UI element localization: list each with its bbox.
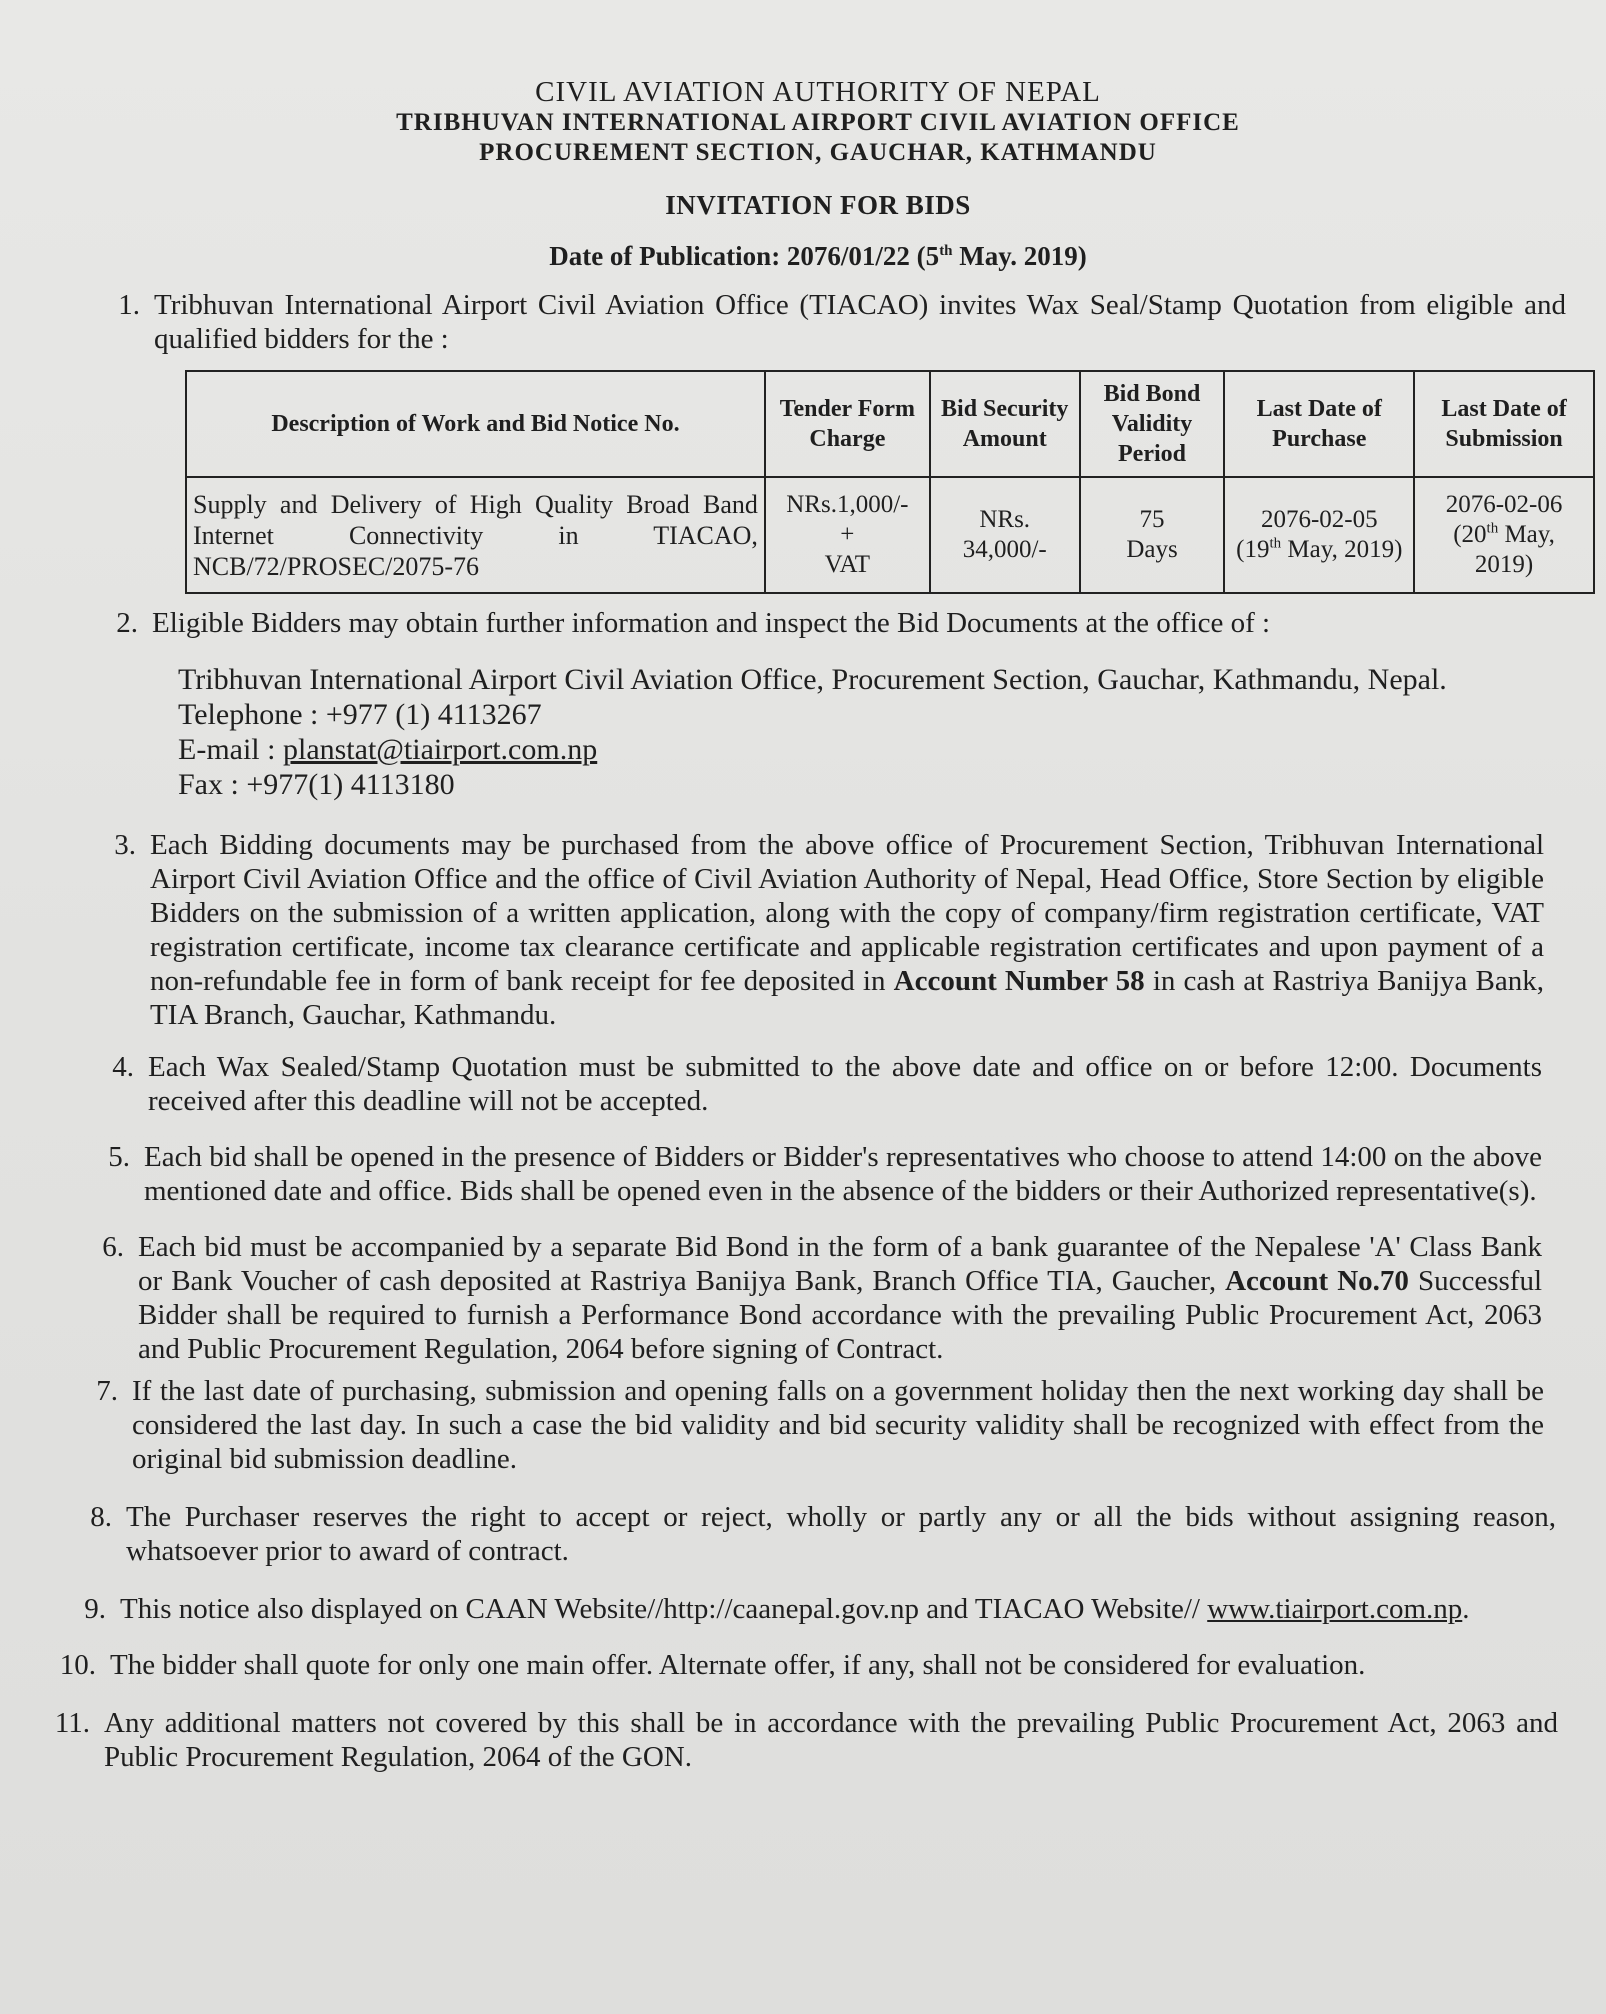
item-number: 9. [84,1593,106,1625]
list-item [70,606,1546,640]
item-text: The bidder shall quote for only one main offer. Alternate offer, if any, shall not be considered for evaluation. [110,1649,1366,1681]
section-name: PROCUREMENT SECTION, GAUCHAR, KATHMANDU [479,139,1157,166]
item-text: Each Wax Sealed/Stamp Quotation must be submitted to the above date and office on or before 12:00. Documents received after this deadline will not be accepted. [148,1051,1542,1117]
tender-charge-amount: NRs.1,000/- [786,491,909,518]
item-number: 10. [59,1649,96,1681]
submission-date: 2076-02-06 [1445,491,1563,518]
submission-day: (20 [1453,521,1487,548]
item-number: 6. [102,1231,124,1263]
purchase-day: (19 [1236,536,1270,563]
purchase-month-year: May, 2019) [1281,536,1403,563]
item-text-part: in cash at Rastriya Banijya Bank, TIA Branch, Gauchar, Kathmandu. [150,965,1544,1031]
item-text-part: Each bid must be accompanied by a separate Bid Bond in the form of a bank guarantee of the Nepalese 'A' Class Bank or Bank Voucher of cash deposited at Rastriya Banijya Bank, Branch Office TIA, Gaucher, [138,1231,1542,1297]
item-text: If the last date of purchasing, submission and opening falls on a government holiday then the next working day shall be considered the last day. In such a case the bid validity and bid security validity shall be recognized with effect from the original bid submission deadline. [132,1375,1544,1475]
publication-date [70,241,1566,272]
bid-bond-validity [1080,477,1225,593]
item-number: 11. [54,1707,90,1739]
pub-date-prefix: Date of Publication: 2076/01/22 (5 [549,241,940,271]
contact-block [178,662,1566,802]
item-text-part: . [1462,1593,1470,1625]
work-description: Supply and Delivery of High Quality Broad Band Internet Connectivity in TIACAO, NCB/72/PROSEC/2075-76 [186,477,765,593]
purchase-date: 2076-02-05 [1260,506,1378,533]
submission-date-ad [1421,520,1587,580]
table-header-row [186,371,1594,477]
item-number: 1. [118,289,140,321]
purchase-date-ad [1231,535,1407,565]
table-row [186,477,1594,593]
item-text: Tribhuvan International Airport Civil Aviation Office (TIACAO) invites Wax Seal/Stamp Quotation from eligible and qualified bidders for the : [154,289,1566,355]
list-item [62,1140,1542,1208]
bid-security-amount: NRs. 34,000/- [930,477,1080,593]
item-number: 2. [116,607,138,639]
list-item [38,1592,1556,1626]
table-header-cell: Tender Form Charge [765,371,930,477]
org-name: CIVIL AVIATION AUTHORITY OF NEPAL [535,76,1101,108]
item-text: The Purchaser reserves the right to accept or reject, wholly or partly any or all the bids without assigning reason, whatsoever prior to award of contract. [126,1501,1556,1567]
submission-month-year: May, 2019) [1474,521,1555,578]
notice-title: INVITATION FOR BIDS [665,190,971,220]
table-header-cell: Bid Security Amount [930,371,1080,477]
item-number: 4. [112,1051,134,1083]
list-item [66,1050,1542,1118]
website-link[interactable]: www.tiairport.com.np [1207,1593,1463,1625]
item-text-part: This notice also displayed on CAAN Website//http://caanepal.gov.np and TIACAO Website// [120,1593,1208,1625]
submission-sup: th [1486,520,1499,537]
contact-address: Tribhuvan International Airport Civil Aviation Office, Procurement Section, Gauchar, Kathmandu, Nepal. [178,663,1447,696]
item-text-part: Successful Bidder shall be required to furnish a Performance Bond accordance with the prevailing Public Procurement Act, 2063 and Public Procurement Regulation, 2064 before signing of Contract. [138,1265,1542,1365]
list-item [28,1648,1556,1682]
bid-table [185,370,1595,594]
list-item [22,1706,1558,1774]
email-link[interactable]: planstat@tiairport.com.np [282,733,598,766]
notice-header [70,76,1566,272]
item-text [150,828,1544,1032]
tender-form-charge [765,477,930,593]
item-text: Each bid shall be opened in the presence of Bidders or Bidder's representatives who choose to attend 14:00 on the above mentioned date and office. Bids shall be opened even in the absence of the bidders or their Authorized representative(s). [144,1141,1542,1207]
pub-date-suffix: May. 2019) [952,241,1087,271]
item-number: 7. [96,1375,118,1407]
account-number: Account No.70 [1225,1265,1409,1297]
item-number: 3. [114,829,136,861]
validity-number: 75 [1139,506,1165,533]
item-text: Any additional matters not covered by this shall be in accordance with the prevailing Public Procurement Act, 2063 and Public Procurement Regulation, 2064 of the GON. [104,1707,1558,1773]
list-item [44,1500,1556,1568]
item-number: 5. [108,1141,130,1173]
item-number: 8. [90,1501,112,1533]
last-date-submission [1414,477,1594,593]
item-text [138,1230,1542,1366]
table-header-cell: Last Date of Submission [1414,371,1594,477]
validity-unit: Days [1126,536,1178,563]
item-text-part: Each Bidding documents may be purchased from the above office of Procurement Section, Tribhuvan International Airport Civil Aviation Office and the office of Civil Aviation Authority of Nepal, Head Office, Store Section by eligible Bidders on the submission of a written application, along with the copy of company/firm registration certificate, VAT registration certificate, income tax clearance certificate and applicable registration certificates and upon payment of a non-refundable fee in form of bank receipt for fee deposited in [150,829,1544,997]
list-item [56,1230,1542,1366]
list-item [50,1374,1544,1476]
table-header-cell: Last Date of Purchase [1224,371,1414,477]
tender-charge-plus: + [840,521,855,548]
list-item [80,288,1566,356]
purchase-sup: th [1269,535,1282,552]
contact-email-line [178,732,1566,767]
table-header-cell: Bid Bond Validity Period [1080,371,1225,477]
account-number: Account Number 58 [893,965,1145,997]
list-item [68,828,1544,1032]
tender-charge-vat: VAT [824,551,871,578]
item-text [120,1592,1556,1626]
table-header-cell: Description of Work and Bid Notice No. [186,371,765,477]
email-label: E-mail : [178,733,283,766]
pub-date-sup: th [939,243,953,259]
office-name: TRIBHUVAN INTERNATIONAL AIRPORT CIVIL AVIATION OFFICE [396,109,1240,136]
last-date-purchase [1224,477,1414,593]
contact-fax: Fax : +977(1) 4113180 [178,768,455,801]
item-text: Eligible Bidders may obtain further information and inspect the Bid Documents at the office of : [152,607,1271,639]
contact-telephone: Telephone : +977 (1) 4113267 [178,698,542,731]
